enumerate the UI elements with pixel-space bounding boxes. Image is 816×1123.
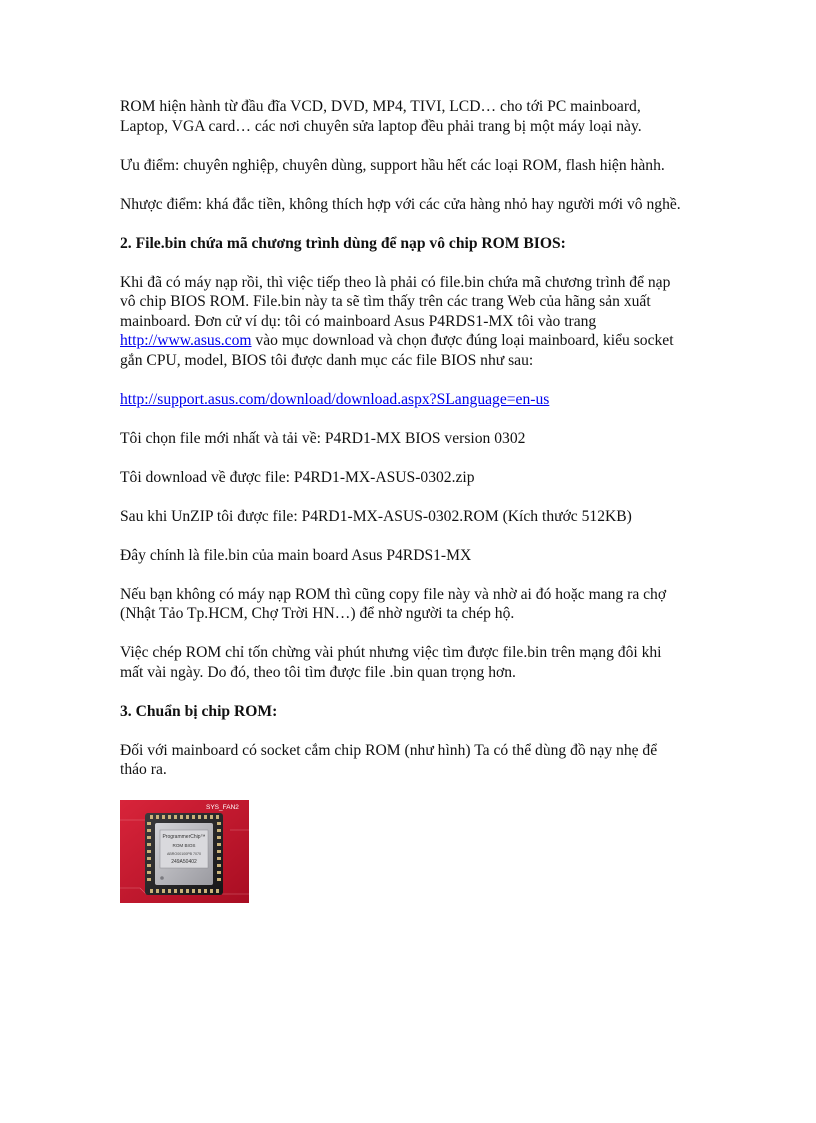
paragraph-file-bin-line-3: mainboard. Đơn cử ví dụ: tôi có mainboard Asus P4RDS1-MX tôi vào trang (120, 312, 597, 330)
asus-support-download-link[interactable]: http://support.asus.com/download/download.aspx?SLanguage=en-us (120, 390, 550, 408)
chip-label-line-4: 249A50402 (171, 858, 197, 865)
paragraph-this-is (120, 546, 700, 566)
document-page (120, 97, 700, 903)
paragraph-unzip (120, 507, 700, 527)
paragraph-download (120, 468, 700, 488)
paragraph-file-bin-line-5: gắn CPU, model, BIOS tôi được danh mục các file BIOS như sau: (120, 351, 534, 369)
paragraph-cons-text: Nhược điểm: khá đắc tiền, không thích hợp với các cửa hàng nhỏ hay người mới vô nghề. (120, 195, 681, 213)
paragraph-choose-text: Tôi chọn file mới nhất và tải về: P4RD1-MX BIOS version 0302 (120, 429, 526, 447)
paragraph-pros-text: Ưu điểm: chuyên nghiệp, chuyên dùng, support hầu hết các loại ROM, flash hiện hành. (120, 156, 665, 174)
paragraph-copy-time-line-2: mất vài ngày. Do đó, theo tôi tìm được file .bin quan trọng hơn. (120, 663, 516, 681)
paragraph-no-programmer-line-2: (Nhật Tảo Tp.HCM, Chợ Trời HN…) để nhờ người ta chép hộ. (120, 605, 515, 622)
paragraph-prepare (120, 741, 700, 780)
paragraph-file-bin-line-4 (120, 331, 700, 351)
rom-chip-photo (120, 800, 249, 903)
paragraph-no-programmer (120, 585, 700, 624)
paragraph-support-link (120, 390, 700, 410)
section-heading-2 (120, 234, 700, 254)
paragraph-intro (120, 97, 700, 136)
paragraph-copy-time (120, 643, 700, 682)
chip-label-line-1: ProgrammerChip™ (162, 833, 206, 840)
paragraph-copy-time-line-1: Việc chép ROM chỉ tốn chừng vài phút nhưng việc tìm được file.bin trên mạng đôi khi (120, 644, 662, 661)
paragraph-file-bin (120, 273, 700, 371)
paragraph-prepare-line-1: Đối với mainboard có socket cắm chip ROM (như hình) Ta có thể dùng đồ nạy nhẹ để (120, 741, 658, 759)
paragraph-intro-line-2: Laptop, VGA card… các nơi chuyên sửa laptop đều phải trang bị một máy loại này. (120, 117, 642, 135)
section-heading-3-text: 3. Chuẩn bị chip ROM: (120, 702, 278, 720)
paragraph-choose (120, 429, 700, 449)
section-heading-2-text: 2. File.bin chứa mã chương trình dùng để nạp vô chip ROM BIOS: (120, 234, 566, 252)
section-heading-3 (120, 702, 700, 722)
paragraph-file-bin-line-2: vô chip BIOS ROM. File.bin này ta sẽ tìm thấy trên các trang Web của hãng sản xuất (120, 293, 651, 310)
asus-home-link[interactable]: http://www.asus.com (120, 332, 252, 349)
paragraph-download-text: Tôi download về được file: P4RD1-MX-ASUS-0302.zip (120, 468, 475, 486)
chip-label-line-3: ABRO00100PB 7070 (167, 851, 201, 856)
paragraph-intro-line-1: ROM hiện hành từ đầu đĩa VCD, DVD, MP4, TIVI, LCD… cho tới PC mainboard, (120, 98, 641, 115)
paragraph-this-is-text: Đây chính là file.bin của main board Asus P4RDS1-MX (120, 546, 472, 564)
chip-label-line-2: ROM BIOS (172, 842, 196, 848)
paragraph-prepare-line-2: tháo ra. (120, 761, 167, 778)
chip-pin1-marker (160, 876, 164, 880)
paragraph-pros (120, 156, 700, 176)
paragraph-unzip-text: Sau khi UnZIP tôi được file: P4RD1-MX-ASUS-0302.ROM (Kích thước 512KB) (120, 507, 632, 525)
board-silkscreen-label: SYS_FAN2 (206, 803, 239, 811)
paragraph-cons (120, 195, 700, 215)
paragraph-file-bin-line-4-rest: vào mục download và chọn được đúng loại mainboard, kiểu socket (251, 332, 674, 349)
paragraph-no-programmer-line-1: Nếu bạn không có máy nạp ROM thì cũng copy file này và nhờ ai đó hoặc mang ra chợ (120, 585, 667, 603)
paragraph-file-bin-line-1: Khi đã có máy nạp rồi, thì việc tiếp theo là phải có file.bin chứa mã chương trình để nạp (120, 273, 671, 291)
